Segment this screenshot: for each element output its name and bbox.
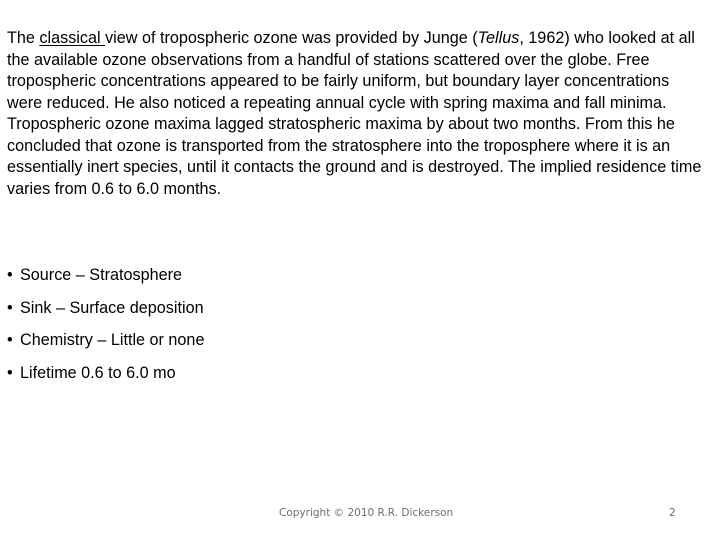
copyright-footer: Copyright © 2010 R.R. Dickerson xyxy=(279,507,454,519)
intro-paragraph xyxy=(7,28,707,200)
bullet-marker: • xyxy=(7,363,13,382)
page-number: 2 xyxy=(669,507,676,519)
bullet-marker: • xyxy=(7,298,13,317)
intro-text-part2: , 1962) who looked at all the available ozone observations from a handful of stations scattered over the globe. Free tropospheric concentrations appeared to be fairly uniform, but boundary layer concentrations were reduced. He also noticed a repeating annual cycle with spring maxima and fall minima. Tropospheric ozone maxima lagged stratospheric maxima by about two months. From this he concluded that ozone is transported from the stratosphere into the troposphere where it is an essentially inert species, until it contacts the ground and is destroyed. The implied residence time varies from 0.6 to 6.0 months. xyxy=(7,29,702,198)
bullet-item-lifetime xyxy=(7,363,204,384)
bullet-item-sink xyxy=(7,298,204,319)
intro-underlined-word: classical xyxy=(39,29,106,47)
bullet-text: Sink – Surface deposition xyxy=(20,298,204,317)
bullet-marker: • xyxy=(7,266,13,284)
intro-lead: The xyxy=(7,29,40,47)
bullet-list xyxy=(7,265,204,395)
bullet-item-source xyxy=(7,265,204,286)
journal-name: Tellus xyxy=(477,29,520,47)
bullet-text: Source – Stratosphere xyxy=(20,266,182,284)
bullet-text: Lifetime 0.6 to 6.0 mo xyxy=(20,363,176,382)
bullet-text: Chemistry – Little or none xyxy=(20,331,205,349)
bullet-item-chemistry xyxy=(7,330,204,351)
bullet-marker: • xyxy=(7,331,13,349)
intro-text-part1: view of tropospheric ozone was provided by Junge ( xyxy=(105,29,478,47)
